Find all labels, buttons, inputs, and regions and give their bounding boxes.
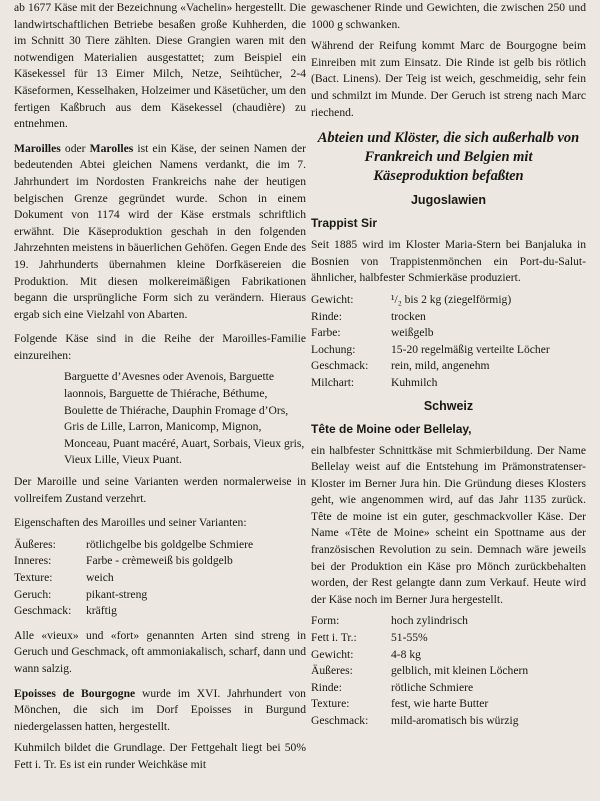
property-row: Geruch: pikant-streng <box>14 587 148 601</box>
kuhmilch-paragraph: Kuhmilch bildet die Grundlage. Der Fettgehalt liegt bei 50% Fett i. Tr. Es ist ein runder Weichkäse mit <box>14 741 306 771</box>
trappist-properties <box>311 292 586 392</box>
marc-paragraph: Während der Reifung kommt Marc de Bourgogne beim Einreiben mit zum Einsatz. Die Rinde ist gelb bis rötlich (Bact. Linens). Der Teig ist weich, geschmeidig, sehr fein und schmilzt im Munde. Der Geruch ist streng nach Marc riechend. <box>311 39 586 119</box>
section-title: Abteien und Klöster, die sich außerhalb von Frankreich und Belgien mit Käseproduktion befaßten <box>317 130 580 185</box>
intro-paragraph: ab 1677 Käse mit der Bezeichnung «Vachelin» hergestellt. Die landwirtschaftlichen Betriebe besaßen große Kuhherden, die im Schnitt 30 Tiere zählten. Diese Grangien waren mit den notwendigen Materialien ausgestattet; zum Beispiel ein Käsekessel für 13 Eimer Milch, Netze, Seihtücher, 2-4 Käseformen, Kesselhaken, Holzeimer und Käsetücher, um den fertigen Kaßbruch aus dem Käsekessel (chaudière) zu entnehmen. <box>14 1 306 131</box>
property-row: Geschmack: kräftig <box>14 604 117 618</box>
epoisses-text: wurde im XVI. Jahrhundert von Mönchen, die sich im Dorf Epoisses in Burgund niedergelassen hatten, hergestellt. <box>14 686 306 733</box>
property-row: Gewicht: 4-8 kg <box>311 647 421 661</box>
marolles-term: Marolles <box>89 141 134 155</box>
property-row: Inneres: Farbe - crèmeweiß bis goldgelb <box>14 554 233 568</box>
property-row: Farbe: weißgelb <box>311 326 434 340</box>
country-heading-jugoslawien: Jugoslawien <box>410 193 487 208</box>
left-column <box>14 0 306 774</box>
family-list: Barguette d’Avesnes oder Avenois, Barguette laonnois, Barguette de Thiérache, Béthume, Boulette de Thiérache, Dauphin Fromage d’Ors, Gris de Lille, Larron, Manicomp, Mignon, Monceau, Puant macéré, Auart, Sorbais, Vieux gris, Vieux Lille, Vieux Puant. <box>64 370 305 467</box>
family-intro: Folgende Käse sind in die Reihe der Maroilles-Familie einzureihen: <box>14 332 306 362</box>
property-row: Texture: weich <box>14 571 114 584</box>
maroilles-or: oder <box>60 141 90 155</box>
property-row: Texture: fest, wie harte Butter <box>311 697 489 711</box>
vieux-fort-paragraph: Alle «vieux» und «fort» genannten Arten sind streng in Geruch und Geschmack, oft ammoniakalisch, scharf, dann und wann salzig. <box>14 628 306 675</box>
property-row: Milchart: Kuhmilch <box>311 375 438 389</box>
mature-paragraph: Der Maroille und seine Varianten werden normalerweise in vollreifem Zustand verzehrt. <box>14 475 306 505</box>
property-row: Lochung: 15-20 regelmäßig verteilte Löcher <box>311 342 550 356</box>
tete-de-moine-paragraph: ein halbfester Schnittkäse mit Schmierbildung. Der Name Bellelay weist auf die Entstehung im Prämonstratenser-Kloster im Berner Jura hin. Die Gründung dieses Klosters geht, wie angenommen wird, auf das Jahr 1135 zurück. Tête de moine ist ein guter, geschmackvoller Käse. Der Name «Tête de Moine» scheint ein Spottname aus der französischen Revolution zu sein. Demnach wäre jeweils bei der Produktion ein Käse pro Mönch zurückbehalten worden, der Rest gelangte dann zum Verkauf. Heute wird der Käse noch im Berner Jura hergestellt. <box>311 443 586 606</box>
country-heading-schweiz: Schweiz <box>423 398 474 413</box>
maroilles-properties <box>14 537 306 620</box>
cheese-title-trappist: Trappist Sir <box>311 216 378 231</box>
property-row: Rinde: rötliche Schmiere <box>311 680 474 694</box>
epoisses-paragraph <box>14 686 306 736</box>
property-row: Form: hoch zylindrisch <box>311 614 468 628</box>
epoisses-term: Epoisses de Bourgogne <box>14 686 136 700</box>
property-row: Fett i. Tr.: 51-55% <box>311 631 428 645</box>
maroilles-paragraph <box>14 141 306 324</box>
trappist-paragraph: Seit 1885 wird im Kloster Maria-Stern bei Banjaluka in Bosnien von Trappistenmönchen ein Port-du-Salut-ähnlicher, halbfester Schmierkäse produziert. <box>311 238 586 285</box>
continued-paragraph: gewaschener Rinde und Gewichten, die zwischen 250 und 1000 g schwanken. <box>311 1 586 31</box>
maroilles-text: ist ein Käse, der seinen Namen der bedeutenden Abtei gleichen Namens verdankt, die im 7. Jahrhundert im Nordosten Frankreichs nahe der heutigen belgischen Grenze gegründet wurde. Schon in einem Dokument von 1174 wird der Käse erstmals schriftlich erwähnt. Die Käseproduktion geschah in den folgenden Jahrzehnten meistens in bäuerlichen Gehöfen. Gegen Ende des 19. Jahrhunderts übernahmen kleine Dorfkäsereien die Produktion. Mit diesen molkereimäßigen Fabrikationen begann die ursprüngliche Form sich zu verändern. Hieraus ergab sich eine Vielzahl von Abarten. <box>14 141 307 321</box>
property-row: Gewicht: ¹/₂ bis 2 kg (ziegelförmig) <box>311 292 512 306</box>
property-row: Geschmack: mild-aromatisch bis würzig <box>311 714 519 727</box>
property-row: Geschmack: rein, mild, angenehm <box>311 359 490 373</box>
props-title: Eigenschaften des Maroilles und seiner Varianten: <box>14 516 247 530</box>
cheese-title-tete-de-moine: Tête de Moine oder Bellelay, <box>311 421 472 436</box>
right-column <box>311 0 586 730</box>
property-row: Äußeres: gelblich, mit kleinen Löchern <box>311 664 529 678</box>
maroilles-term: Maroilles <box>14 141 61 155</box>
tete-de-moine-properties <box>311 613 586 729</box>
property-row: Rinde: trocken <box>311 309 426 323</box>
property-row: Äußeres: rötlichgelbe bis goldgelbe Schmiere <box>14 537 254 551</box>
